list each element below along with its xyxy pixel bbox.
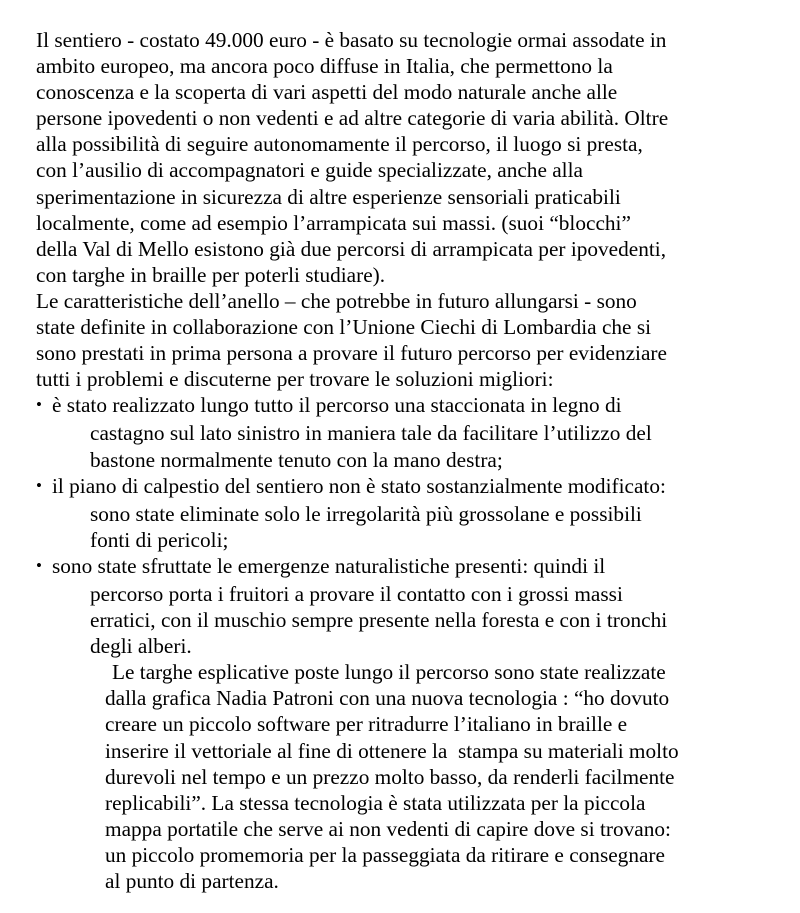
text-line: degli alberi. — [90, 634, 192, 659]
bullet-first-line — [36, 473, 776, 501]
list-item — [36, 473, 776, 553]
text-line: dalla grafica Nadia Patroni con una nuova tecnologia : “ho dovuto — [105, 686, 670, 711]
text-line: conoscenza e la scoperta di vari aspetti del modo naturale anche alle — [36, 80, 618, 105]
text-line: bastone normalmente tenuto con la mano destra; — [90, 447, 503, 472]
bullet-icon: • — [36, 555, 42, 575]
paragraph-features — [36, 288, 776, 392]
list-item — [36, 392, 776, 472]
text-line: sono state eliminate solo le irregolarità più grossolane e possibili — [90, 501, 642, 526]
text-line: sono prestati in prima persona a provare il futuro percorso per evidenziare — [36, 341, 667, 366]
bullet-text: sono state sfruttate le emergenze naturalistiche presenti: quindi il — [52, 553, 606, 578]
bullet-list — [36, 392, 776, 659]
list-item — [36, 553, 776, 659]
text-line: tutti i problemi e discuterne per trovare le soluzioni migliori: — [36, 367, 554, 392]
bullet-first-line — [36, 392, 776, 420]
text-line: sperimentazione in sicurezza di altre esperienze sensoriali praticabili — [36, 184, 621, 209]
bullet-text: è stato realizzato lungo tutto il percorso una staccionata in legno di — [52, 393, 622, 418]
text-line: percorso porta i fruitori a provare il contatto con i grossi massi — [90, 581, 623, 606]
text-line: Le caratteristiche dell’anello – che potrebbe in futuro allungarsi - sono — [36, 288, 637, 313]
text-line: Il sentiero - costato 49.000 euro - è basato su tecnologie ormai assodate in — [36, 28, 667, 52]
text-line: con l’ausilio di accompagnatori e guide specializzate, anche alla — [36, 158, 583, 183]
text-line: creare un piccolo software per ritradurre l’italiano in braille e — [105, 712, 628, 737]
text-line: Le targhe esplicative poste lungo il percorso sono state realizzate — [112, 660, 666, 685]
text-line: state definite in collaborazione con l’Unione Ciechi di Lombardia che si — [36, 315, 652, 340]
text-line: al punto di partenza. — [105, 869, 279, 893]
text-line: inserire il vettoriale al fine di ottenere la stampa su materiali molto — [105, 738, 679, 763]
text-line: fonti di pericoli; — [90, 527, 229, 552]
text-line: un piccolo promemoria per la passeggiata da ritirare e consegnare — [105, 842, 665, 867]
text-line: della Val di Mello esistono già due percorsi di arrampicata per ipovedenti, — [36, 236, 667, 261]
bullet-text: il piano di calpestio del sentiero non è stato sostanzialmente modificato: — [52, 473, 666, 498]
paragraph-intro — [36, 27, 776, 288]
paragraph-plaques — [36, 659, 776, 894]
bullet-first-line — [36, 553, 776, 581]
text-line: con targhe in braille per poterli studiare). — [36, 262, 386, 287]
text-line: castagno sul lato sinistro in maniera tale da facilitare l’utilizzo del — [90, 421, 652, 446]
text-line: localmente, come ad esempio l’arrampicata sui massi. (suoi “blocchi” — [36, 210, 631, 235]
text-line: ambito europeo, ma ancora poco diffuse in Italia, che permettono la — [36, 54, 613, 79]
document-page — [36, 27, 776, 894]
text-line: durevoli nel tempo e un prezzo molto basso, da renderli facilmente — [105, 764, 675, 789]
text-line: mappa portatile che serve ai non vedenti di capire dove si trovano: — [105, 816, 671, 841]
text-line: persone ipovedenti o non vedenti e ad altre categorie di varia abilità. Oltre — [36, 106, 669, 131]
bullet-icon: • — [36, 475, 42, 495]
text-line: replicabili”. La stessa tecnologia è stata utilizzata per la piccola — [105, 790, 646, 815]
text-line: alla possibilità di seguire autonomamente il percorso, il luogo si presta, — [36, 132, 643, 157]
text-line: erratici, con il muschio sempre presente nella foresta e con i tronchi — [90, 608, 668, 633]
bullet-icon: • — [36, 395, 42, 415]
